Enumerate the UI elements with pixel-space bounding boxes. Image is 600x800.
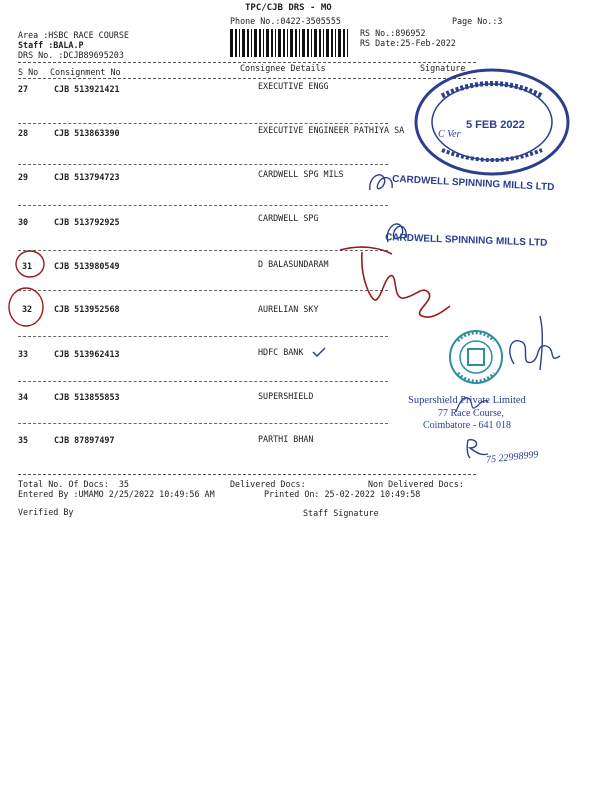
row-34-consignment: CJB 513855853 xyxy=(54,392,120,402)
row-divider xyxy=(18,123,388,124)
barcode-bar xyxy=(295,29,297,57)
barcode-bar xyxy=(266,29,269,57)
row-28-sno: 28 xyxy=(18,128,29,138)
entered-by: Entered By :UMAMO 2/25/2022 10:49:56 AM xyxy=(18,489,215,499)
row-35-sno: 35 xyxy=(18,435,29,445)
row-33-sno: 33 xyxy=(18,349,29,359)
rs-number: RS No.:896952 xyxy=(360,28,426,38)
barcode-bar xyxy=(326,29,329,57)
stamp-initials: C Ver xyxy=(438,129,461,140)
barcode-bar xyxy=(247,29,249,57)
staff-signature-label: Staff Signature xyxy=(303,508,379,518)
barcode-bar xyxy=(331,29,333,57)
row-32-consignment: CJB 513952568 xyxy=(54,304,120,314)
barcode-bar xyxy=(287,29,288,57)
table-bottom-divider xyxy=(18,474,476,475)
document-title: TPC/CJB DRS - MO xyxy=(245,3,332,13)
barcode-bar xyxy=(259,29,261,57)
row-27-sno: 27 xyxy=(18,84,29,94)
column-header-consignment: Consignment No xyxy=(50,67,121,77)
cardwell-stamp-1: CARDWELL SPINNING MILLS LTD xyxy=(391,173,555,194)
phone-number: Phone No.:0422-3505555 xyxy=(230,16,341,26)
row-29-consignee: CARDWELL SPG MILS xyxy=(258,169,344,179)
handwritten-phone-number: 75 22998999 xyxy=(485,449,539,466)
row-27-consignee: EXECUTIVE ENGG xyxy=(258,81,329,91)
barcode-bar xyxy=(299,29,300,57)
supershield-stamp-line2: 77 Race Course, xyxy=(438,408,504,419)
column-header-consignee: Consignee Details xyxy=(240,63,326,73)
row-32-consignee: AURELIAN SKY xyxy=(258,304,319,314)
check-mark-icon xyxy=(312,347,326,357)
red-signature xyxy=(332,240,457,335)
row-33-consignee: HDFC BANK xyxy=(258,347,304,357)
row-33-consignment: CJB 513962413 xyxy=(54,349,120,359)
barcode-bar xyxy=(242,29,245,57)
row-divider xyxy=(18,423,388,424)
barcode-bar xyxy=(263,29,264,57)
row-29-consignment: CJB 513794723 xyxy=(54,172,120,182)
barcode-bar xyxy=(311,29,312,57)
delivered-docs: Delivered Docs: xyxy=(230,479,306,489)
barcode-bar xyxy=(335,29,336,57)
header-divider-bottom xyxy=(18,78,476,79)
row-31-consignment: CJB 513980549 xyxy=(54,261,120,271)
barcode-bar xyxy=(307,29,309,57)
column-header-sno: S No xyxy=(18,67,39,77)
supershield-stamp-line1: Supershield Private Limited xyxy=(408,395,526,406)
row-31-consignee: D BALASUNDARAM xyxy=(258,259,329,269)
red-circle-marks xyxy=(0,240,80,340)
cardwell-stamp-2: CARDWELL SPINNING MILLS LTD xyxy=(384,232,548,249)
barcode-bar xyxy=(343,29,345,57)
row-divider xyxy=(18,205,388,206)
barcode-bar xyxy=(271,29,273,57)
row-31-sno: 31 xyxy=(22,261,33,271)
row-29-sno: 29 xyxy=(18,172,29,182)
barcode-bar xyxy=(239,29,240,57)
row-32-sno: 32 xyxy=(22,304,33,314)
barcode-bar xyxy=(338,29,341,57)
barcode-bar xyxy=(278,29,281,57)
barcode-bar xyxy=(319,29,321,57)
bank-signature xyxy=(500,312,566,376)
total-docs: Total No. Of Docs: 35 xyxy=(18,479,129,489)
row-30-consignment: CJB 513792925 xyxy=(54,217,120,227)
barcode xyxy=(229,29,351,57)
staff-label: Staff :BALA.P xyxy=(18,40,84,50)
row-28-consignment: CJB 513863390 xyxy=(54,128,120,138)
barcode-bar xyxy=(347,29,348,57)
verified-by-label: Verified By xyxy=(18,507,74,517)
barcode-bar xyxy=(302,29,305,57)
barcode-bar xyxy=(275,29,276,57)
non-delivered-docs: Non Delivered Docs: xyxy=(368,479,464,489)
row-34-sno: 34 xyxy=(18,392,29,402)
row-30-consignee: CARDWELL SPG xyxy=(258,213,319,223)
printed-on: Printed On: 25-02-2022 10:49:58 xyxy=(264,489,421,499)
barcode-bar xyxy=(290,29,293,57)
barcode-bar xyxy=(323,29,324,57)
drs-number: DRS No. :DCJB89695203 xyxy=(18,50,124,60)
supershield-stamp-line3: Coimbatore - 641 018 xyxy=(423,420,512,431)
column-header-signature: Signature xyxy=(420,63,466,73)
barcode-bar xyxy=(251,29,252,57)
bank-round-stamp xyxy=(448,329,504,385)
row-35-consignment: CJB 87897497 xyxy=(54,435,115,445)
barcode-bar xyxy=(283,29,285,57)
stamp-date: 5 FEB 2022 xyxy=(466,119,525,131)
row-27-consignment: CJB 513921421 xyxy=(54,84,120,94)
barcode-bar xyxy=(254,29,257,57)
row-34-consignee: SUPERSHIELD xyxy=(258,391,314,401)
barcode-bar xyxy=(230,29,233,57)
rs-date: RS Date:25-Feb-2022 xyxy=(360,38,456,48)
area-label: Area :HSBC RACE COURSE xyxy=(18,30,129,40)
barcode-bar xyxy=(235,29,237,57)
barcode-bar xyxy=(314,29,317,57)
signature-scribble xyxy=(452,390,492,418)
row-divider xyxy=(18,164,388,165)
row-divider xyxy=(18,381,388,382)
row-35-consignee: PARTHI BHAN xyxy=(258,434,314,444)
row-30-sno: 30 xyxy=(18,217,29,227)
page-number: Page No.:3 xyxy=(452,16,503,26)
row-28-consignee: EXECUTIVE ENGINEER PATHIYA SA xyxy=(258,125,405,135)
